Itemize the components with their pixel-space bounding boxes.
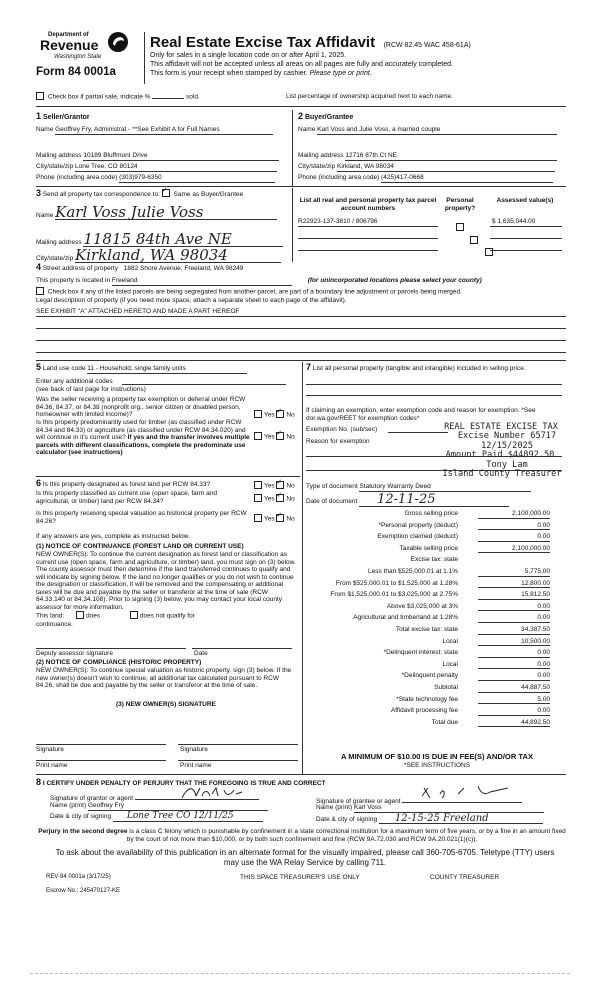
subtitle-3: This form is your receipt when stamped by cashier. Please type or print. bbox=[150, 70, 372, 77]
historic-no-checkbox[interactable] bbox=[276, 514, 284, 522]
buyer-name[interactable]: Karl Voss and Julie Voss, a married couple bbox=[317, 126, 557, 135]
does-not-qualify-checkbox[interactable] bbox=[130, 611, 138, 619]
grantor-date-row: Date & city of signing Lone Tree CO 12/11/25 bbox=[50, 812, 306, 822]
subtitle-2: This affidavit will not be accepted unless all areas on all pages are fully and accurately completed. bbox=[150, 61, 453, 68]
calc-value[interactable]: 2,100,000.00 bbox=[478, 545, 550, 554]
subtitle-1: Only for sales in a single location code on or after April 1, 2025. bbox=[150, 52, 347, 59]
calc-label: Exemption claimed (deduct) bbox=[377, 533, 458, 541]
dept-line3: Washington State bbox=[54, 54, 102, 60]
grantee-name-row: Name (print) Karl Voss bbox=[316, 804, 566, 813]
sec3-label-row: 3 Send all property tax correspondence to: ✓ Same as Buyer/Grantee bbox=[36, 190, 306, 199]
exemption-text: If claiming an exemption, enter exemption code and reason for exemption. *See dor.wa.gov/REET for exemption codes* bbox=[306, 407, 536, 422]
personal-prop-checkbox-2[interactable] bbox=[470, 236, 478, 244]
calc-value[interactable]: 34,387.50 bbox=[478, 626, 550, 635]
compliance-heading: (2) NOTICE OF COMPLIANCE (HISTORIC PROPERTY) bbox=[36, 659, 202, 666]
grantee-signature[interactable] bbox=[418, 782, 528, 802]
partial-sale-row: Check box if partial sale, indicate % sold. List percentage of ownership acquired next to each name. bbox=[36, 93, 576, 101]
seller-phone-row: Phone (including area code) (303)979-6350 bbox=[36, 174, 286, 183]
escrow-number: Escrow No.: 245470127-KE bbox=[46, 888, 121, 894]
parcel-col-header: List all real and personal property tax parcel account numbers bbox=[299, 197, 437, 212]
buyer-mail[interactable]: 12716 87th Ct NE bbox=[345, 152, 557, 161]
grantor-name[interactable]: Geoffrey Fry bbox=[88, 802, 268, 811]
calc-value[interactable]: 0.00 bbox=[478, 533, 550, 542]
assessed-col-header: Assessed value(s) bbox=[496, 197, 554, 204]
perjury-notice: Perjury in the second degree is a class C felony which is punishable by confinement in a state correctional institution for a maximum term of five years, or by a fine in an amount fixed by the court of not more than $10,000, or by both such confinement and fine (RCW 9A.72.030 and RCW 9A.20.021(1)(c)). bbox=[38, 828, 566, 843]
doc-date-handwritten[interactable]: 12-11-25 bbox=[359, 494, 509, 507]
accessibility-notice: To ask about the availability of this publication in an alternate format for the visually impaired, please call 360-705-6705. Teletype (TTY) users may use the WA Relay Service by calling 711. bbox=[55, 848, 555, 867]
new-owner-heading: (3) NEW OWNER(S) SIGNATURE bbox=[116, 701, 216, 708]
seller-mail[interactable]: 10189 Bluffmont Drive bbox=[83, 152, 279, 161]
property-location[interactable]: Freeland bbox=[112, 277, 292, 286]
addl-codes-label: Enter any additional codes bbox=[36, 378, 113, 385]
title-rcw: (RCW 82.45 WAC 458-61A) bbox=[383, 42, 471, 49]
sec5-q1-answers: Yes ✓ No bbox=[254, 411, 295, 419]
seller-heading: 1 Seller/Grantor bbox=[36, 111, 90, 121]
title-text: Real Estate Excise Tax Affidavit bbox=[150, 34, 376, 51]
parcel-number[interactable]: R22923-137-3810 / 806796 bbox=[298, 218, 378, 225]
sec6-q1: 6 Is this property designated as forest land per RCW 84.33? bbox=[36, 478, 211, 488]
q2-no-checkbox[interactable] bbox=[276, 432, 284, 440]
calc-label: Gross selling price bbox=[404, 510, 458, 517]
grantee-name[interactable]: Karl Voss bbox=[354, 804, 544, 813]
seller-name-row: Name Geoffrey Fry, Administrat - **See Exhibit A for Full Names bbox=[36, 126, 286, 135]
new-owner-sig-label-2: Signature bbox=[180, 746, 208, 753]
certify-heading: 8 I CERTIFY UNDER PENALTY OF PERJURY THAT THE FOREGOING IS TRUE AND CORRECT bbox=[36, 777, 326, 787]
buyer-phone-row: Phone (including area code) (425)417-0668 bbox=[298, 174, 564, 183]
buyer-heading: 2 Buyer/Grantee bbox=[298, 111, 354, 121]
new-owner-print-label-1: Print name bbox=[36, 762, 68, 769]
calc-label: From $525,000.01 to $1,525,000 at 1.28% bbox=[335, 579, 458, 587]
calc-label: Local bbox=[442, 660, 458, 668]
historic-yes-checkbox[interactable] bbox=[254, 514, 262, 522]
calc-label: Local bbox=[442, 637, 458, 645]
doc-date-row: Date of document 12-11-25 bbox=[306, 494, 562, 507]
sec3-city-handwritten[interactable]: Kirkland, WA 98034 bbox=[75, 248, 281, 263]
calc-label: *Delinquent interest: state bbox=[383, 649, 458, 657]
calc-label: Less than $525,000.01 at 1.1% bbox=[368, 568, 458, 575]
sec3-name-row: Name Karl Voss Julie Voss bbox=[36, 205, 286, 220]
dor-logo bbox=[36, 30, 132, 82]
doc-type-row: Type of document Statutory Warranty Deed bbox=[306, 483, 562, 492]
continuance-heading: (1) NOTICE OF CONTINUANCE (FOREST LAND OR CURRENT USE) bbox=[36, 543, 244, 550]
sec5-q2: Is this property predominantly used for timber (as classified under RCW 84.34 and 84.33) or agriculture (as classified under RCW 84.34.020) and will continue in it's current use? If yes and the transfer involves multiple parcels with different classifications, complete the predominate use calculator (see instructions) bbox=[36, 419, 250, 456]
sec6-note: If any answers are yes, complete as instructed below. bbox=[36, 533, 190, 540]
does-qualify-checkbox[interactable] bbox=[76, 611, 84, 619]
sec3-name-handwritten[interactable]: Karl Voss Julie Voss bbox=[55, 205, 277, 220]
calc-value[interactable]: 10,500.00 bbox=[478, 638, 550, 647]
continuance-text: NEW OWNER(S): To continue the current designation as forest land or classification as current use (open space, farm and agriculture, or timber) land, you must sign on (3) below. The county assessor must then determine if the land transferred continues to qualify and will indicate by signing below. If the land no longer qualifies or you do not wish to continue the designation or classification, it will be removed and the compensating or additional taxes will be due and payable by the seller or transferor at the time of sale (RCW 84.33.140 or 84.34.108). Prior to signing (3) below, you may contact your local county assessor for more information. bbox=[36, 551, 296, 611]
calc-value[interactable]: 0.00 bbox=[478, 649, 550, 658]
grantee-sig-row: Signature of grantee or agent bbox=[316, 794, 566, 806]
sec3-city-row: City/state/zip Kirkland, WA 98034 bbox=[36, 248, 286, 263]
calc-value[interactable]: 0.00 bbox=[478, 661, 550, 670]
assessed-value[interactable]: $ 1,635,044.00 bbox=[492, 218, 536, 225]
sec6-q3: Is this property receiving special valuation as historical property per RCW 84.26? bbox=[36, 510, 247, 525]
calc-value[interactable]: 44,887.50 bbox=[478, 684, 550, 693]
calc-label: Affidavit processing fee bbox=[390, 707, 458, 715]
grantor-date-handwritten[interactable]: Lone Tree CO 12/11/25 bbox=[113, 812, 263, 822]
see-instructions: *SEE INSTRUCTIONS bbox=[403, 762, 471, 769]
calc-label: Total due bbox=[431, 718, 458, 726]
q2-yes-checkbox[interactable] bbox=[254, 432, 262, 440]
q1-no-checkbox[interactable] bbox=[276, 410, 284, 418]
rev-number: REV 84 0001a (3/17/25) bbox=[46, 874, 111, 880]
sec6-q3-answers: Yes ✓ No bbox=[254, 515, 295, 523]
land-use-row: 5 Land use code 11 - Household, single family units bbox=[36, 364, 298, 374]
seller-city[interactable]: Lone Tree, CO 80124 bbox=[75, 163, 277, 172]
buyer-name-row: Name Karl Voss and Julie Voss, a married couple bbox=[298, 126, 564, 135]
buyer-phone[interactable]: (425)417-0668 bbox=[381, 174, 553, 183]
calc-label: Agricultural and timberland at 1.28% bbox=[353, 614, 458, 622]
grantee-date-row: Date & city of signing 12-15-25 Freeland bbox=[316, 814, 566, 824]
dept-line2: Revenue bbox=[40, 37, 99, 53]
calc-value[interactable]: 15,812.50 bbox=[478, 591, 550, 600]
calc-label: *Delinquent penalty bbox=[401, 672, 458, 680]
personal-prop-checkbox-3[interactable] bbox=[485, 248, 493, 256]
sec7-label: 7 List all personal property (tangible and intangible) included in selling price. bbox=[306, 362, 526, 372]
calc-value[interactable]: 5,775.00 bbox=[478, 568, 550, 577]
deputy-date-label: Date bbox=[194, 650, 208, 657]
seller-name[interactable]: Geoffrey Fry, Administrat - **See Exhibit A for Full Names bbox=[55, 126, 273, 135]
calc-value[interactable]: 44,892.50 bbox=[478, 719, 550, 728]
calc-label: Excise tax: state bbox=[410, 556, 458, 564]
sec6-q1-answers: Yes ✓ No bbox=[254, 482, 295, 490]
form-title bbox=[150, 34, 471, 52]
seller-phone[interactable]: (303)979-6350 bbox=[119, 174, 275, 183]
personal-prop-checkbox-1[interactable] bbox=[456, 223, 464, 231]
exemption-reason-label: Reason for exemption bbox=[306, 438, 370, 445]
doc-type[interactable]: Statutory Warranty Deed bbox=[359, 483, 531, 492]
q1-yes-checkbox[interactable] bbox=[254, 410, 262, 418]
sec5-q1: Was the seller receiving a property tax exemption or deferral under RCW 84.36, 84.37, or 84.38 (nonprofit org., senior citizen or disabled person, homeowner with limited income)? bbox=[36, 396, 246, 418]
grantor-signature[interactable] bbox=[178, 784, 268, 802]
exemption-no-label: Exemption No. (sub/sec) bbox=[306, 426, 378, 433]
sec5-q2-answers: Yes ✓ No bbox=[254, 433, 295, 441]
segregated-checkbox[interactable] bbox=[36, 287, 44, 295]
sec3-mail-handwritten[interactable]: 11815 84th Ave NE bbox=[83, 232, 283, 247]
continuance-word: continuance. bbox=[36, 621, 73, 628]
scan-artifact-line bbox=[30, 973, 570, 974]
calc-label: Above $3,025,000 at 3% bbox=[386, 602, 458, 610]
compliance-text: NEW OWNER(S): To continue special valuation as historic property, sign (3) below. If the new owner(s) doesn't wish to continue, all additional tax calculated pursuant to RCW 84.26, shall be due and payable by the seller or transferor at the time of sale. bbox=[36, 667, 292, 689]
sec4-address-row: 4 Street address of property 1882 Shore Avenue, Freeland, WA 98249 bbox=[36, 262, 244, 272]
seller-city-row: City/state/zip Lone Tree, CO 80124 bbox=[36, 163, 286, 172]
legal-desc-label: Legal description of property (if you need more space, attach a separate sheet to each page of the affidavit). bbox=[36, 297, 347, 304]
calc-label: Taxable selling price bbox=[399, 544, 458, 552]
current-use-yes-checkbox[interactable] bbox=[254, 494, 262, 502]
treasurer-use-only: THIS SPACE TREASURER'S USE ONLY bbox=[240, 874, 360, 881]
calc-value[interactable]: 5.00 bbox=[478, 696, 550, 705]
calc-value[interactable]: 0.00 bbox=[478, 672, 550, 681]
current-use-no-checkbox[interactable] bbox=[276, 494, 284, 502]
grantor-sig-row: Signature of grantor or agent bbox=[50, 791, 300, 803]
calc-label: Total excise tax: state bbox=[395, 626, 458, 633]
deputy-sig-label: Deputy assessor signature bbox=[36, 650, 113, 657]
addl-codes-note: (see back of last page for instructions) bbox=[36, 386, 146, 393]
calc-value[interactable]: 2,100,000.00 bbox=[478, 510, 550, 519]
calc-value[interactable]: 0.00 bbox=[478, 707, 550, 716]
form-number: Form 84 0001a bbox=[36, 66, 116, 78]
grantee-date-handwritten[interactable]: 12-15-25 Freeland bbox=[379, 814, 543, 824]
buyer-mail-row: Mailing address 12716 87th Ct NE bbox=[298, 152, 564, 161]
partial-sale-checkbox[interactable] bbox=[36, 92, 44, 100]
dor-swirl-icon bbox=[106, 30, 130, 54]
buyer-city-row: City/state/zip Kirkland, WA 98034 bbox=[298, 163, 564, 172]
property-address[interactable]: 1882 Shore Avenue, Freeland, WA 98249 bbox=[123, 265, 244, 272]
calc-value[interactable]: 12,800.00 bbox=[478, 580, 550, 589]
segregated-row: Check box if any of the listed parcels are being segregated from another parcel, are part of a boundary line adjustment or parcels being merged. bbox=[36, 288, 566, 296]
calc-value[interactable]: 0.00 bbox=[478, 603, 550, 612]
land-qualify-row: This land: does does not qualify for bbox=[36, 612, 195, 620]
forest-no-checkbox[interactable] bbox=[276, 481, 284, 489]
calc-value[interactable]: 0.00 bbox=[478, 522, 550, 531]
sec6-q2-answers: Yes ✓ No bbox=[254, 495, 295, 503]
seller-mail-row: Mailing address 10189 Bluffmont Drive bbox=[36, 152, 286, 161]
calc-label: *State technology fee bbox=[396, 695, 458, 703]
forest-yes-checkbox[interactable] bbox=[254, 481, 262, 489]
sec6-q2: Is this property classified as current use (open space, farm and agricultural, or timber) land per RCW 84.34? bbox=[36, 490, 218, 505]
sec4-location-row: This property is located in Freeland (for unincorporated locations please select your county) bbox=[36, 277, 482, 284]
calc-value[interactable]: 0.00 bbox=[478, 614, 550, 623]
calc-label: From $1,525,000.01 to $3,025,000 at 2.75% bbox=[330, 591, 458, 599]
grantor-name-row: Name (print) Geoffrey Fry bbox=[50, 802, 300, 811]
treasurer-stamp: REAL ESTATE EXCISE TAX Excise Number 65717 12/15/2025 Amount Paid $44892.50 Tony Lam Island County Treasurer bbox=[442, 422, 562, 480]
calc-label: *Personal property (deduct) bbox=[378, 521, 458, 529]
buyer-city[interactable]: Kirkland, WA 98034 bbox=[337, 163, 555, 172]
land-use-code[interactable]: 11 - Household, single family units bbox=[87, 365, 247, 374]
personal-col-header: Personal property? bbox=[444, 197, 476, 212]
dept-line1: Department of bbox=[48, 32, 89, 38]
minimum-notice: A MINIMUM OF $10.00 IS DUE IN FEE(S) AND/OR TAX bbox=[340, 752, 534, 761]
new-owner-sig-label-1: Signature bbox=[36, 746, 64, 753]
legal-description[interactable]: SEE EXHIBIT "A" ATTACHED HERETO AND MADE A PART HEREOF bbox=[36, 308, 240, 315]
new-owner-print-label-2: Print name bbox=[180, 762, 212, 769]
county-treasurer: COUNTY TREASURER bbox=[430, 874, 500, 881]
calc-label: Subtotal bbox=[434, 684, 458, 691]
sec3-mail-row: Mailing address 11815 84th Ave NE bbox=[36, 232, 286, 247]
same-as-buyer-checkbox[interactable] bbox=[162, 189, 170, 197]
